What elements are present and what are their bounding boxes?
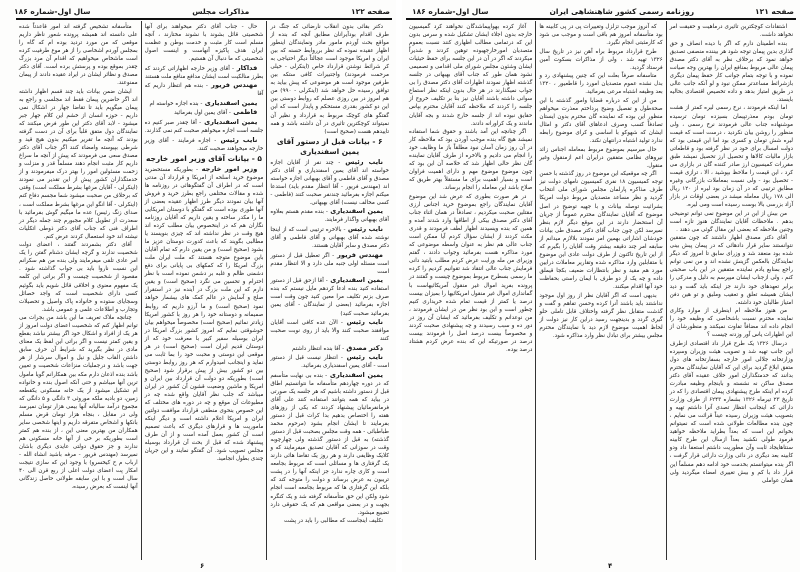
column	[535, 21, 665, 560]
speaker-name: یمین اسفندیاری	[327, 370, 383, 379]
speaker-name: دکتر مصدق	[344, 343, 383, 352]
speech-paragraph: یمین اسفندیاری - بنده اجازه خواسته ام	[149, 98, 258, 107]
left-columns	[16, 21, 392, 560]
paragraph: تکلیف اینجاست که مطالبی را باید در پشت	[284, 518, 383, 525]
paragraph: من بیش از این در این موضوع نمی توانم توضیحی بدهم . ملاحظات آقایان نمایندگان هنوز تازه است وچنین ملاحظه که بعضی این مقال گوئی می دهند .	[669, 210, 793, 233]
speaker-name: نایب رئیس	[342, 353, 383, 362]
paragraph: که آنروز موجب تزلزل وتغییرات پی در پی کابینه ها بود متأسفانه امروز هم باقی است و موجب می شود که کارمثبتی انجام نگیرد.	[539, 24, 663, 47]
paragraph: من هنوز ملاحظه ام اینطرف از موارد وکاری نماینده محترم نسبت باشخاصی که وظیفه خود را انجام داده اند مضافاً تفاوت نمیکنند و منظورشان از این اظهارات یاس آور وزدنه چیست ؟	[669, 308, 793, 339]
left-section-title: مذاکرات مجلس	[192, 7, 250, 16]
speech-paragraph: نایب رئیس - الآن عده کافی است آقایان موافقند صحبت کنند والا باید از روی نوبت صحبت کنند	[270, 318, 389, 343]
speech-paragraph: نایب رئیس - انتظار نیست قبل از دستور است - آقای یمین اسفندیاری بفرمائید.	[270, 353, 389, 370]
paragraph: آغاز کرده بهواپیماشدگان نخواهند کرد گمیسیون خارجه بدون اجلاء ایشان تشکیل شده و سرس بدون این که درتمامی مطالب اظهاری کنند نسبت بعموم متصدیان امورخارجهبوده توهین کردند و شدیراً میکردند که اگر در آن در این جلسه برای حفظ حیثیات ایشان وشئون مجلس شورای ملی اقدامی و تصمیمی نشود همان طور که جناب آقای بهبهانی در جلسه گذشته اظهار نمودند اظهارات آقای دکتر مصدق را بی جواب نمیگذارند در هر حال بدون اینکه نظر استماع سوانی داشته باشند آقایان نیز بنا بر تکلیف خروج از جلسه را کردند که ملاحظه کنند آقایان محترم بپاس حقایق نبوده اند از جلسه خارج شدند و بجه آقایان ماندند و یک کراورانه دادند.	[409, 24, 533, 127]
column	[406, 21, 535, 560]
speaker-name: فاطمی	[230, 108, 258, 117]
paragraph: متاسفانه صرفاً بعلت این که چنین پیشنهادی رد و بدل نشده عموم متصدیان امورد را قاطعیور ، ۱۳۲۰ بعد وظیفه اشتباه مرعی بفرمائید.	[539, 73, 663, 96]
column	[141, 21, 267, 560]
speech-paragraph: فاطمی - آقای یمین اول بفرمائید	[174, 108, 258, 117]
paragraph: آقای دکتر مصدق اظهار داشتند که چون متفقین نتوانستند سایر قرار دادهائی که در پیمان پیش بینی شده بود منعقد شد و وزرای سابق تا امروز که دیگر نمایندگان بالعکس گزینش نشده اند و من نمی توانم راجع بمنابع یادم نماینده متفقین در این باب صحبتی کنم ، ولی ازجناب ایشان میپرسم به دلیل و مدرکی را برابر تعهدهای خود دارند جز اینکه باید گفت و دید ایشان همیشه تعلق و تعقیب وملیق و تو هین دفن امتیاز طالبان خود داشته.	[669, 235, 793, 306]
speech-paragraph: مهندس فریور - اگر تعطیل قبل از دستور است مسئله اولی جنبه ملی دارد و الا انتظار مقدم است	[270, 250, 389, 275]
right-page-mark: ۴	[608, 562, 613, 570]
right-page-header	[412, 5, 794, 18]
paragraph: بدیهی است که اگر آقایان نظر از روز اول موجود نداشتند باید باشند آنرا کرده وحسن تفاهم و گفت و گذشت متقابل نظر گرفته واختلاف قابل تاملی حلو گیری گردد و بدینجهت رسید دراین کار نیز دولت از لحاظ اهمیت موضوع لازم دید با نمایندگان محترم مجلس بیشتر برای تبادل نظر وارد مذاکره شود.	[539, 292, 663, 339]
speech-paragraph: نایب رئیس - اجازه فرمایند - آقای وزیر خارجه میخواهند صحبت کنند.	[144, 135, 264, 152]
header-rule	[406, 18, 796, 20]
speaker-name: نایب رئیس	[340, 157, 383, 166]
paragraph: حال - جناب آقای دکتر میخواهند برای آنها شخصیتی قائل بشوند با نشوند مختارند ، آنچه مسلم است کار مثبت و خدمت بوطن و عظمت ایران هدف پاکیزه آنهاست و اینست اصول شخصیتی که ما دنبال آن هستیم.	[144, 24, 264, 63]
speech-paragraph: وزیر امور خارجه - بطوریکه مستحضرید موضوع خرید اسلحه از امریکا و قرارداد آن مدتی است که در اطراف آن گفتگوهائی در روزنامه ها شده و مقالات مختلفی راجع بطرز خرید و فروش آنها بیان نمودند دیگر طرز اظهار عقیده بعضی از آنها طوری بوده است که گفتگو با دوستان امریکایی ما را مکدر ساخته و یقین داریم که آقایان روزنامه نگاران هم که در اینخصوص بیان مطلب کرده اند هیچ وقت در نظر نداشته اند که چیزی بنویسند یا مطالبی بگویند که باعث کدورت دوستان عزیز ما بشود (صحیح است) و من یقین دارم که تمام آقایان باین موضوع متوجه هستند که ملت ایران ملت بزرگ امریکا را که کمکهای بی پایانی برای دفع دشمنی ظالم و غلبه بر دشمن نموده است با نظر احترام و تحسین می نگرد (صحیح است) و یقین دارم که این ملت بزرگ در آینده نیز در استقرار صلح و آسایش در عالم کمک های بیشمار خواهد نمود (صحیح است) و ما آرزو داریم که روابط صمیمانه و دوستانه خود را هر روز با کشور امریکا زیادتر نمائیم (صحیح است) مخصوصاً میخواهم بیان خوشوقتی نمایم که امروز کشور بزرگ امریکا در ایران بوسیله سفیر کبیر با معرفت خود که از دوستان قدیم ایران است (صحیح است) در هر موقعی این دوستی و محبت خود را بما ثابت می نماید و اینجانب امیدوارم که هر روز روابط دوستی بین دو کشور بیش از پیش برقرار شود (صحیح است) بطوریکه دو دولت آن قرارداد بین ایران و امریکا و ماشین وضعیت قشون آن کشور در ایران میباشد که جلب نظر آقایان واقع شده چه در مطبوعات آن موقع و چه در دوره های مختلف که این خصوص بنحوی منطقی قرارداد موافقت دولتین ایران و امریکا اعلام داشته است و دیگر اینکه ماموریت ها و قرارهای دیگری که باعث تصمیم است آن کشور بعمل آمده است و از آن طرف پیشنهاد شده که قبل از بحث آن قرارداد بوسیله مجلس تصویب شود. آن گفتگو نمایند و این جریان چندی بطول انجامید.	[144, 164, 264, 463]
speaker-name: نایب رئیس	[216, 135, 258, 144]
speaker-name: نایب رئیس	[342, 318, 383, 327]
speech-paragraph: یمین اسفندیاری - آقا ازحق قبل از دستور استفاده کنید بنده ادعا کردهم مایل نیستم که بنده صرف بزنم تکلیف مرا معین کنید چون وقت است اجازه بفرمائید (بعضی از نمایندگان - آقای یمین بفرمائید صحبت کنید)	[270, 276, 389, 317]
section-heading: ۵ - بیانات آقای وزیر امور خارجه	[146, 153, 262, 163]
speech-paragraph: فداکار - آقای وزیر خارجه اظهاراتی کردند که بطرز منالکیت است ایشان مدافع منافع ملت هستند	[144, 63, 264, 80]
right-page	[402, 0, 800, 572]
paragraph: ایشان ضمن بیانات باید چند قسم اظهار داشته اند اگر حاضرین پیمان فقط اند مجلسی و راجع به پیمان میگویم باید تا تقاضا جهار در اشکال نمی داریم - حوزه انسان از خشم این کلام جهار جبر میشود - لابد آقای دکتر این طور فرض میکنند که نمایندگان دول متفق قلباً برای آن در دست گرفته بودند که آنچه ما تقریر میکنیم بدون هیچ قید و شرطی بپیوسته وامضاء کنند اگر جناب آقای دکتر مصدق سعی می فرمودند که پیش از آنچه ما سراغ داریم کار مثبت انجام دهند مسلماً قدر و منزلت و زحمت مسئولین امور را بهتر درک میفرمودند و از خدمتگذاران کشور پیش از این تقدیر می نمودند (اینکرلی - آقایان مرغها بشرط مملکت است) وقتی که برخلاف من صحبت میشود شما مجسم دفاع کنم (اینکرلی - آقا انگو این مرغها بشرط مملکت است ، صدای زنگ رئیس) عده ما میگیم گوش بفرمائید با سعدرت از تطویل کلام مجبورم چند جمله دیگر در اطراف فنی که جناب آقای دکتر ذوطی اتکلیات نیشته اند خود استعمال کردند عرض کنم.	[18, 88, 138, 240]
paragraph: اگر چه موقعیکه این موضوع در روز گذشته با حسن توجه کمیسیون ۱۸ نفری کمیسیون نامهای دولت نیز طرف مذاکره پارلمان مجلس شورای ملی انتخاب گردید و نظر مساعد متصدیان مربوط دولت امریکا بشرائیت توصله بیانات و با جهیه توضیح در اصل موضوع که آقایان نمایندگان محترم عموماً از جریان آن استحضار دارند در این موقع دیگر لازم بنظر نمیرسد لکن چون جناب آقای دکتر مصدق طی بیانات خودشان اشاراتی بهمین امر نمودند بلالازم میدانم از سابقه امر چند دقیقه بیشتر وقت آقایان را بگیرم که از این تاریخ تاکنون از طرف دولت عادی این موضوع با متقابلین وارد مذاکره شده وتقارير معاملات درایین مورد هم مقید و نظر بانتظارات ضعیف بکجا قیملق داده و چه یک از دو طرف با ایمان راستی بحفاظت خود آنها اقدام میکنند.	[539, 171, 663, 290]
speaker-name: وزیر امور خارجه	[197, 164, 258, 173]
header-rule	[16, 18, 392, 20]
speech-paragraph: یمین اسفندیاری - آقا چقدر صبر کنیم ده جلسه است اجازه میخواهم صحبت کنم نمی گذارند.	[144, 118, 264, 135]
paragraph: در هر صورت بطوری که عرض شد این موضوع آقایان نمایندگان راجع بموضوع خرید اجناس ارزی مقتلین صحبت میکردیم ، تصادفاً در همان اثناء جناب آقای دکتر مصدق بیکی از اطاقها وارد شدند آمده و همین که بنده ویسیدند اظهار لطف فرمودند و قدری مکث کردند از ایشان سؤال کردم آیا ممکن است جناب عالی هم نظر به عنوان واسطه موضوعی که مورد مذاکره هست بفرمائید وجواب دادند ، گفتم وزیرای من مله ورایت عرض کردم مطلب بابتید دانی فرمایش جناب عالی انتقاد شد تقوانیم کردیم را کرده ما رسمی بسطرح مربوط بموضوع چیست و گفتند در پرونده بفرید اموال غیر منقول آمریکائیهاست با گمانداری اموال غیر منقول امریکائیها را بمیزان بیست درصد یا کمتر از قیمت تمام شده خریداری کنیم چطور است و این بود نظر من در ایشان فرمودند ، من نوعدانم و تکلیف بفرمائید که ایشان آن روز در دور ده و سبب رسیدند و چه پیشنهادی صحبت کردند و مخصوصاً بیست درصد اصل را فرمودند بیست درصد در صورتیکه این که بنده عرض کردم هشتاد درصد بوده.	[409, 193, 533, 353]
paragraph: متأسفانه تشخیص گرفته اند امور قاعدتاً شده علی دانسته اند همیشه پرونده شعور ناظر داریم موقعی که من مورد تردید بوده ام که گاه را بمجلس آوردم اشخاصی را از هر موع طرفیت کرده است ماشخاص میخواهیم که اقدام آن مرد بزرگ چقدر بموقع بوده و پرستش برده است. آقای دکتر مصدق و نظائر ایشان در ایراد عقیده دادند از پیمان ممنوعند.	[18, 24, 138, 87]
right-section-title: روزنامه رسمی کشور شاهنشاهی ایران	[549, 7, 695, 16]
speech-paragraph: مهندس فریور - بنده هم انتظار داریم که آقا	[144, 81, 264, 98]
left-issue-label: سال اول-شماره ۱۸۶	[14, 7, 91, 16]
speaker-name: یمین اسفندیاری	[201, 118, 258, 127]
right-columns	[406, 21, 796, 560]
paragraph: طرح قرارداد مربوط براه آهن نیز در تاریخ سال ۱۳۲۶ تهیه شد ، ولی از مذاکرات بسکوت آمین فرستاد گردید.	[539, 48, 663, 71]
paragraph: من از این که درباره قضایا وامور گذشته با این صحةطول و تفصیل وضیح پرداختم معذرت میخواهم منظور این بوده که نماینده گان محترم بدون ایستان تصادفاً کسب وصرف ادعاهای آقای دکتر و امثال ایشان که شهوکو با اساسی و کرای موضوع رابطه ندارد تولید اشتباه درانتهان نکند.	[539, 97, 663, 145]
speech-paragraph: نایب رئیس - چند نفر از آقایان اجازه خواسته اند آقای یمین اسفندیاری و آقای دکتر مصدق و آقای فاطمی و آقای بهبهانی اجازه خواسته اند (مهندس فریور - آقا انتظار مقدم باید) استدعا میکنم اجازه بفرمائید چندنفر صحبت کنند (فاطمی - کسی مخالف نیست) آقای بهبهانی.	[270, 157, 389, 206]
speaker-name: فداکار	[234, 63, 258, 72]
speech-paragraph: دکتر مصدق - آقا بنده انتظار داشتم	[291, 343, 383, 352]
paragraph: بنده اطمینان دارم که اگر با دیده انصاف و حق گذاری بدین پیمان توجه شود هر بیننده منصفی تصدیق خواهد نمود که برخلاف نظر به آقای دکتر مصدق پیمان عالی مربوط بمنافع ایران را بهترین وجه صیانت نموده و با توجه بتمام جوانب کار حفظ پیمان دیگری بازشرائط مساعدتر ممکن نبود و لو آنکه جانب عالی در طریق امتیاز بدهد و داده تخصیص اقتصادی بحالیه بایستد.	[669, 40, 793, 103]
right-issue-label: سال اول-شماره ۱۸۶	[412, 7, 489, 16]
paragraph: درسال ۱۳۲۶ یک طرح قرار داد اقتصادی ازطرف این جانب تهیه شد و تصویب هیئت وزیران وسپرده وزارتخانه جلالی امور خارجه بسفارتخانه های دول متفق ابلاغ گردید برای این که آقایان نمایندگان محترم بدانند که خدمتگذاران امور خلاف عقیده آقای دکتر مصدق ساکن نه نشسته و باینجام وظیفه مبادرت کرده ام اینکه طرح پیشنهادی پیمان اقتصادی را که در تاریخ ۲۳ تیرماه ۱۳۲۶ بشماره ۶۲۴۳ از طرف وزارت دارائی که اینجانب انتظار تصدی آنرا داشتم تهیه و بتصویب هیئت وزیران رسیده عیناً قرائت می نمایم ، چون بنده مطالعات طولانی شده است که نمیتوانم بخوانم این است که بعداً بطراید ملاحظه خواهید فرمود طولی نکشید بعداً ازسال این طرح کابینه سنتاهایجاد ثابت وآن مطوریت داشتم استعفا داد ودو کابینه بعد دیگری در دائی وزارت دارائی قرار گرفت ، اگر بنده میتوانستم بخدمت خود ادامه دهم مسلماً این قرار داد با کم و بیش تغییری امضاء میگردید ولی همان عواملی	[669, 340, 793, 484]
speaker-name: یمین اسفندیاری	[202, 98, 258, 107]
speaker-name: مهندس فریور	[207, 81, 258, 90]
left-page-number: صفحه ۱۲۲	[351, 7, 390, 16]
column	[16, 21, 141, 560]
paragraph: چنانچه ملاک تعریف ما این باشد من بجرات می توانم اظهار کنم که شخصیت اعضای دولت امروز از هر یک از افراد و اشکال خود اگر بیشتر نباشد بقطع و یقین کمتر نیست و اگر براتی این لفظ یک معنای مادی در نظر بگیرید که شرایط آن حرف سابق داشتن القاب جلیل و نیل و اموال سرشار از هر جهت باشد و درجملیات منزاعات شخصیت و تعیین باشد بنده اذعان دارم مکه بین همکارانم گویا مامول ترین آنها میباشم و حتی آنکه اصول بنده و خانواده ام تشکیل میشود از یک خانه مسکونی یکقطعه زمین، دو بادیه ملکه موروثی ۳ دانگی و ۵ دانگی که مجموع درآمد سالیانه آنها بیمی هزار تومان نمیرسد ولی در مقابل ، بنجاه هزار تومان قرض مسلم بانکها و اشخاص متفرقه داریم و اینها شخصی سایر همکاران من بهترین معنی این ، از بنده هم کمتر است بطوریکه بر خی از آنها خانه مسکونی هم ندارند و جز حقوق دولتی عایدی دیگری باشان نمیرسد (مهندس فریور - مرفه باشید انشاء الله - ارباب م ح کیخسرو) با وجود این که سازی نتیجت امکار پت اعضای دولت اعلی از ربع قرن الی ۴۰ سال است و با این سابقه طولانی حاصل زندگانی آنها اینست که بعرض رسیده.	[18, 315, 138, 491]
speaker-name: مهندس فریور	[334, 250, 383, 259]
left-page-mark: ۶	[200, 562, 205, 570]
left-page	[0, 0, 396, 572]
speech-paragraph: یمین اسفندیاری - بنده مقدم هستم بعلاوه آقای بهبهانی واگذار فرمایند.	[270, 207, 389, 224]
column	[266, 21, 392, 560]
paragraph: اما اینکه فرمودند ، نرخ رسمی لیره کمتر از هشت تومان بودم معذرتپیمان بسیزده تومان ترسیده موشنهاده جناب عالی فرمودند نرخ رسمی ، ولی منظور را روشن بیان نکردید ، درست است که قیمت لیره شش تومان و کسری بود اما این قیمتی بود که دولت امسال برای خود در نظر گرفته بود و قاطعاتی بازار مالیات کالاها و تحصیل ارز تحصیل نمیشد طبق مقررات کمیسیون ارز صادر کننده گان در بازاری می کرد ، این قیمت را ملاحظ بپوشید ، الا ، ترازی قیمت - تحصیل بود - ولی نسبت بمعاملات بازرگانی وغیره مطابق ترتیبی که در آن زمان بود لیره از ۱۲۰ ریال الی ۱۷۸ ریال معامله میشد در بعضی اوقات در بازار آزاد بزرسی بالا بوست رسیده است ومی لیره.	[669, 105, 793, 209]
speaker-name: یمین اسفندیاری	[327, 276, 383, 285]
paragraph: دکتر بقائی بدون انقلاب نارضائی که جنگ در طرف اقدام بودآیرانان مطابق آنچه که بنده از مواقع بحث آوردم مامور مادر ونمایندگان اینطور اظهار عقیده نموده که نظر برروابط حسنه که بین ایران و امریکا موجود است عجالتاً دیگر احتیاجی به کر شرائط نوشتن قرارداد خاص (اینکرلی - خیلی مرحمت فرمودند) واجتبیرات کافی ستکه بین طرفین موجود است هر موضوعی که پیش بیاید به توافق رسیده حل خواهد شد (اینکرلی - ۹۹۰) من هم امروز در بین روزی عصلم که روابط دوستی بین این دو کشور بقدری مستحکم و پایدار است که این گفتگو های کوچک مربوط به قرارداد و نظیر آن نمیتواند کوچکترین تاثیری در آن داشته باشد و همه تاییدهم هست (صحیح است)	[270, 24, 389, 135]
paragraph: اشتقادات کوچکترین تاثیری درماهیت و حقیقت امر نخواهد داشت.	[669, 24, 793, 39]
section-heading: ۶ - بیانات قبل از دستور آقای یمین اسفندیاری	[276, 136, 383, 156]
paragraph: آقای دکتر بشمردند گفتند ، اعضای دولت شخصیت ندارند و گرچه ایشان دشنام گفتن را یک امر عادی تلقی میفرمایند ولی بنده من هم سکرانم این نسبت ناروا باید بی جواب گذاشته شود . مقصود از شخصیت چیست و اگر براتی این کلمه یک مفهوم معنوی و اخلاقی قائل شویم باید بگوئیم کسی دارای شخصیت است که واجد خصائل وسجایای ستوده و خانواده پاک واصیل و تحصیلات وتجارب و اطلاعات علمی و عمومی باشد.	[18, 242, 138, 313]
paragraph: اگر چنانچه این آمد باشند و حقوق شما استفاده نمیشد هیچ گاه بنده موجب آوردن بود که ملاحظه کار در آن روز زمان آسان نبود مطلقاً باز ما وظایف خود را انجام می دادیم و بالاخره از طرف آقایان نماینده گان نظر حالی اظهار شد که خلاصه آن این بود که چون موضوع موضوع مهم و دارای اهمیت فراوان است و بسیار اهمیت برای ما مستقلاً بهتر طریق که صلاح باشد این معامله را انجام برساند.	[409, 129, 533, 192]
speech-paragraph: نایب رئیس - بالاخره ترتیبی است که از اینجا نوشته شده آقای بهبهانی و آقای فاطمی و آقای دکتر مصدق و سایر آقایان هستند.	[270, 225, 389, 250]
speech-paragraph: یمین اسفندیاری - بنده بی نهایت متأسفم که در دوره چهاردهم متأسفانه ما نتوانستیم اطاق قبل از دستور داشته باشیم که هر جلسه یک صورتی در بیاید که همه بتوانند استفاده کنند علی آقای فرمانفرمائیان پیشنهاد کردند که یکی از روزهای هفته را اختصاص بدهیم بدا کرات قبل از دستور بفرمایند تا ایشان انجام بشود (مرحوم محمد طباطبائی - همه وقت مجلس بصحبت قبل از دستور گذشته) به قبل از دستور گذشته ولی چهارچوبه وقت در سوزانی که آقایان تصدیق میفرمایند که و کلایک وظایفی دارند و هر روز یک تقاضا هائی دارند یک گرفتاری ها و مسائلی است که مربوط بجامعه است و کاری چاره ندارد جز اینکه آنها را در پشت تریبون به عرض برساند و دولت را متوجه کند که بلکه این گرفتاری ها که مربوط بجامعه است انجام شود ولکن این حق متأسفانه گرفته شد و یک کنگره بجهت و در بعضی مواقعی هم که یک حقوقی دارد تضییع میشود.	[270, 370, 389, 516]
left-page-header	[14, 5, 390, 18]
paragraph: حال میرسیم بموضوع مربوط بمعامله اجناس زائد نیروهای نظامی متفقین درایران اعم ازمنقول وغیر منقول.	[539, 146, 663, 169]
right-page-number: صفحه ۱۲۱	[755, 7, 794, 16]
speaker-name: نایب رئیس	[345, 225, 383, 234]
speaker-name: یمین اسفندیاری	[327, 207, 383, 216]
column	[666, 21, 796, 560]
